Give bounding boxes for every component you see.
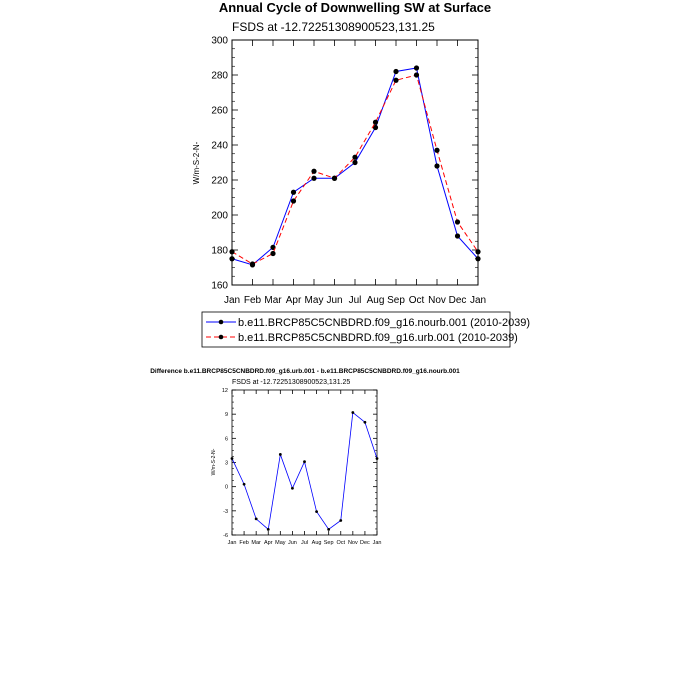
main-chart-y-ticks (211, 36, 478, 292)
x-tick-label: May (275, 540, 286, 546)
x-tick-label: May (304, 295, 324, 306)
x-tick-label: Jun (287, 540, 297, 546)
main-chart-subtitle: FSDS at -12.72251308900523,131.25 (232, 20, 435, 34)
series-1-point (393, 78, 398, 83)
series-line-1 (232, 75, 478, 264)
x-tick-label: Mar (251, 540, 261, 546)
series-1-point (250, 261, 255, 266)
legend-label-nourb: b.e11.BRCP85C5CNBDRD.f09_g16.nourb.001 (2010-2039) (238, 317, 531, 329)
x-tick-label: Sep (323, 540, 334, 546)
series-line-0 (232, 413, 377, 530)
main-chart-legend (202, 312, 530, 347)
series-0-point (414, 65, 419, 70)
series-line-0 (232, 68, 478, 265)
difference-chart (150, 368, 460, 546)
difference-chart-title: Difference b.e11.BRCP85C5CNBDRD.f09_g16.urb.001 - b.e11.BRCP85C5CNBDRD.f09_g16.nourb.001 (150, 368, 460, 375)
x-tick-label: Dec (448, 295, 467, 306)
x-tick-label: Jul (348, 295, 362, 306)
series-1-point (475, 249, 480, 254)
series-1-point (414, 72, 419, 77)
x-tick-label: Jan (227, 540, 237, 546)
x-tick-label: Jun (326, 295, 343, 306)
series-1-point (270, 251, 275, 256)
series-0-point (229, 256, 234, 261)
y-tick-label: 0 (224, 484, 228, 491)
x-tick-label: Jan (223, 295, 241, 306)
series-0-point (243, 483, 246, 486)
x-tick-label: Apr (285, 295, 302, 306)
series-0-point (311, 176, 316, 181)
difference-chart-y-axis-label: W/m-S-2-N- (211, 448, 217, 476)
series-0-point (327, 528, 330, 531)
x-tick-label: Aug (311, 540, 322, 546)
difference-chart-subtitle: FSDS at -12.72251308900523,131.25 (232, 379, 351, 386)
y-tick-label: 220 (211, 175, 228, 187)
y-tick-label: -6 (223, 532, 228, 539)
main-chart-title: Annual Cycle of Downwelling SW at Surface (218, 0, 492, 15)
difference-chart-y-ticks (222, 388, 377, 539)
y-tick-label: -3 (223, 508, 228, 515)
x-tick-label: Jan (372, 540, 382, 546)
series-1-point (291, 198, 296, 203)
series-1-point (434, 148, 439, 153)
series-0-point (291, 190, 296, 195)
series-0-point (352, 160, 357, 165)
x-tick-label: Oct (408, 295, 425, 306)
y-tick-label: 9 (224, 412, 228, 419)
x-tick-label: Jan (469, 295, 487, 306)
y-tick-label: 3 (224, 460, 228, 467)
x-tick-label: Apr (263, 540, 273, 546)
series-0-point (376, 457, 379, 460)
series-0-point (434, 163, 439, 168)
x-tick-label: Nov (428, 295, 446, 306)
series-1-point (311, 169, 316, 174)
main-chart-series (229, 65, 480, 267)
series-0-point (364, 421, 367, 424)
main-chart-y-axis-label: W/m-S-2-N- (192, 141, 201, 185)
x-tick-label: Aug (366, 295, 385, 306)
main-chart-x-ticks (224, 40, 486, 306)
series-0-point (351, 411, 354, 414)
y-tick-label: 260 (211, 105, 228, 117)
y-tick-label: 200 (211, 210, 228, 222)
legend-label-urb: b.e11.BRCP85C5CNBDRD.f09_g16.urb.001 (2010-2039) (238, 332, 518, 344)
y-tick-label: 300 (211, 35, 228, 47)
legend-marker-urb (219, 335, 224, 340)
series-0-point (303, 460, 306, 463)
y-tick-label: 280 (211, 70, 228, 82)
legend-marker-nourb (219, 320, 224, 325)
series-0-point (255, 517, 258, 520)
series-1-point (332, 176, 337, 181)
y-tick-label: 180 (211, 245, 228, 257)
main-chart (192, 0, 491, 306)
x-tick-label: Oct (336, 540, 346, 546)
difference-chart-series (231, 411, 379, 531)
x-tick-label: Mar (264, 295, 282, 306)
x-tick-label: Nov (347, 540, 358, 546)
series-0-point (475, 256, 480, 261)
series-0-point (455, 233, 460, 238)
y-tick-label: 160 (211, 280, 228, 292)
series-0-point (279, 453, 282, 456)
y-tick-label: 12 (221, 387, 228, 394)
series-0-point (315, 510, 318, 513)
series-0-point (339, 519, 342, 522)
x-tick-label: Sep (387, 295, 405, 306)
series-0-point (267, 528, 270, 531)
series-1-point (373, 120, 378, 125)
x-tick-label: Feb (239, 540, 249, 546)
series-0-point (393, 69, 398, 74)
x-tick-label: Jul (300, 540, 309, 546)
x-tick-label: Feb (243, 295, 262, 306)
series-0-point (231, 457, 234, 460)
x-tick-label: Dec (360, 540, 370, 546)
y-tick-label: 6 (224, 436, 228, 443)
difference-chart-x-ticks (228, 390, 382, 546)
y-tick-label: 240 (211, 140, 228, 152)
series-1-point (352, 155, 357, 160)
series-1-point (455, 219, 460, 224)
series-1-point (229, 249, 234, 254)
series-0-point (291, 487, 294, 490)
